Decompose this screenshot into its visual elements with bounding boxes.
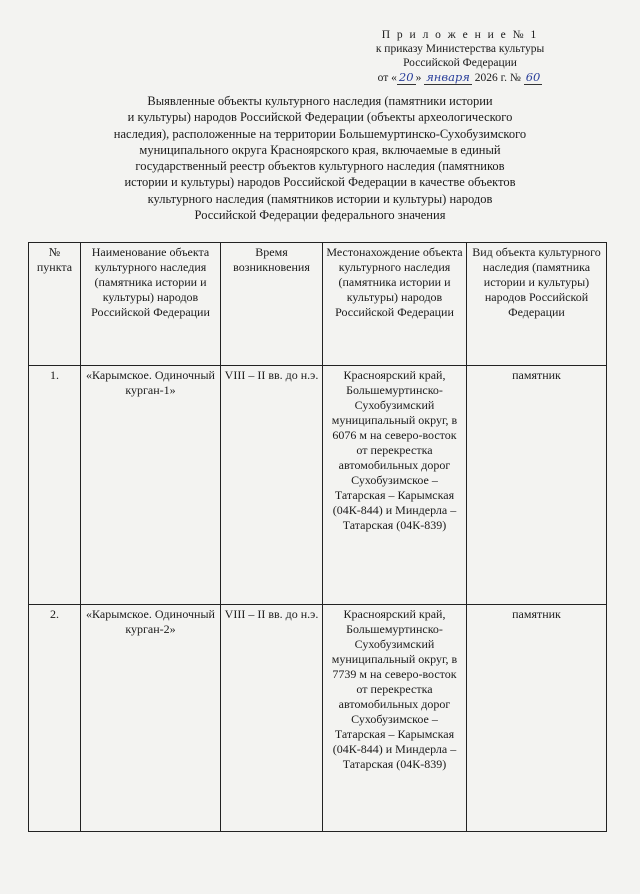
object-kind: памятник bbox=[467, 605, 607, 832]
object-kind: памятник bbox=[467, 366, 607, 605]
title-line: государственный реестр объектов культурного наследия (памятников bbox=[135, 159, 505, 174]
date-year: 2026 г. № bbox=[474, 72, 521, 84]
title-line: культурного наследия (памятников истории и культуры) народов bbox=[147, 191, 493, 206]
table-header-row bbox=[29, 243, 607, 366]
title-line: наследия), расположенные на территории Большемуртинско-Сухобузимского bbox=[113, 126, 527, 141]
order-line: к приказу Министерства культуры bbox=[375, 43, 545, 55]
col-location-header: Местонахождение объекта культурного наследия (памятника истории и культуры) народов Российской Федерации bbox=[323, 243, 467, 366]
appendix-header bbox=[320, 28, 600, 85]
doc-number: 60 bbox=[525, 70, 541, 84]
title-line: Российской Федерации федерального значения bbox=[194, 208, 446, 223]
col-number-header: № пункта bbox=[29, 243, 81, 366]
object-location: Красноярский край, Большемуртинско-Сухобузимский муниципальный округ, в 6076 м на северо-восток от перекрестка автомобильных дорог Сухобузимское – Татарская – Карымская (04К-844) и Миндерла – Татарская (04К-839) bbox=[323, 366, 467, 605]
date-day: 20 bbox=[398, 70, 414, 84]
col-time-header: Время возникновения bbox=[221, 243, 323, 366]
date-line bbox=[320, 70, 600, 85]
title-line: Выявленные объекты культурного наследия (памятники истории bbox=[147, 94, 493, 108]
object-location: Красноярский край, Большемуртинско-Сухобузимский муниципальный округ, в 7739 м на северо-восток от перекрестка автомобильных дорог Сухобузимское – Татарская – Карымская (04К-844) и Миндерла – Татарская (04К-839) bbox=[323, 605, 467, 832]
document-title bbox=[40, 93, 600, 223]
object-time: VIII – II вв. до н.э. bbox=[221, 605, 323, 832]
title-line: муниципального округа Красноярского края, включаемые в единый bbox=[139, 142, 501, 157]
table-row bbox=[29, 366, 607, 605]
heritage-table bbox=[28, 242, 607, 832]
date-mid: » bbox=[415, 72, 422, 84]
row-number: 2. bbox=[29, 605, 81, 832]
title-line: и культуры) народов Российской Федерации (объекты археологического bbox=[127, 110, 513, 125]
object-name: «Карымское. Одиночный курган-1» bbox=[81, 366, 221, 605]
object-name: «Карымское. Одиночный курган-2» bbox=[81, 605, 221, 832]
appendix-label: П р и л о ж е н и е № 1 bbox=[381, 29, 539, 41]
table-row bbox=[29, 605, 607, 832]
object-time: VIII – II вв. до н.э. bbox=[221, 366, 323, 605]
col-name-header: Наименование объекта культурного наследия (памятника истории и культуры) народов Российской Федерации bbox=[81, 243, 221, 366]
col-kind-header: Вид объекта культурного наследия (памятника истории и культуры) народов Российской Федерации bbox=[467, 243, 607, 366]
date-month: января bbox=[426, 70, 470, 84]
date-prefix: от « bbox=[377, 72, 397, 84]
title-line: истории и культуры) народов Российской Федерации в качестве объектов bbox=[124, 175, 516, 190]
row-number: 1. bbox=[29, 366, 81, 605]
ministry-line: Российской Федерации bbox=[403, 57, 517, 69]
